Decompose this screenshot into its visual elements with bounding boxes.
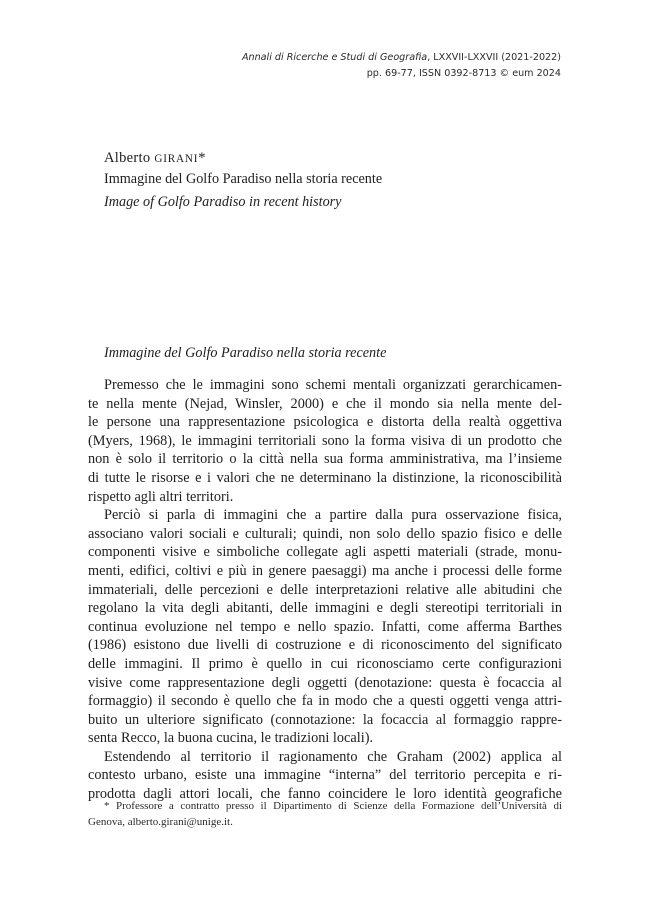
body-line: prodotta dagli attori locali, che fanno coincidere le loro identità geografiche <box>88 786 562 803</box>
body-text <box>88 376 562 804</box>
body-line: componenti visive e simboliche collegate agli aspetti materiali (strade, monu- <box>88 544 562 561</box>
article-title-italian: Immagine del Golfo Paradiso nella storia recente <box>104 171 383 187</box>
author-name <box>104 150 206 167</box>
journal-header <box>242 50 561 82</box>
footnote <box>88 798 562 830</box>
body-line: associano valori sociali e culturali; quindi, non solo dello spazio fisico e delle <box>88 525 562 542</box>
body-line: te nella mente (Nejad, Winsler, 2000) e che il mondo sia nella mente del- <box>88 395 562 412</box>
body-line: Estendendo al territorio il ragionamento che Graham (2002) applica al <box>104 748 562 765</box>
author-footnote-mark: * <box>198 150 206 166</box>
body-line: continua evoluzione nel tempo e nello spazio. Infatti, come afferma Barthes <box>88 618 562 635</box>
body-line: visive come rappresentazione degli oggetti (denotazione: questa è focaccia al <box>88 674 562 691</box>
body-line: (Myers, 1968), le immagini territoriali sono la forma visiva di un prodotto che <box>88 432 562 449</box>
body-line: immateriali, delle percezioni e delle interpretazioni relative alle abitudini che <box>88 581 562 598</box>
body-line: formaggio) il secondo è quello che fa in modo che a questi oggetti venga attri- <box>88 693 562 710</box>
body-line: le persone una rappresentazione psicologica e distorta della realtà oggettiva <box>88 414 562 431</box>
journal-name: Annali di Ricerche e Studi di Geografia <box>241 52 428 63</box>
body-line: rispetto agli altri territori. <box>88 488 234 505</box>
article-title-english: Image of Golfo Paradiso in recent history <box>104 194 342 210</box>
body-line: di tutte le risorse e i valori che ne determinano la distinzione, la riconoscibilità <box>88 469 562 486</box>
body-line: Premesso che le immagini sono schemi mentali organizzati gerarchicamen- <box>104 377 562 393</box>
footnote-line: * Professore a contratto presso il Dipartimento di Scienze della Formazione dell’Università di <box>104 800 562 812</box>
author-last-name: GIRANI <box>154 153 199 165</box>
body-line: regolano la vita degli abitanti, delle immagini e degli stereotipi territoriali in <box>88 600 562 617</box>
footnote-line: Genova, alberto.girani@unige.it. <box>88 816 233 828</box>
body-line: senta Recco, la buona cucina, le tradizioni locali). <box>88 730 374 747</box>
body-line: delle immagini. Il primo è quello in cui riconosciamo certe configurazioni <box>88 655 562 672</box>
body-line: non è solo il territorio o la città nella sua forma amministrativa, ma l’insieme <box>88 451 562 468</box>
author-first-name: Alberto <box>104 150 151 166</box>
body-line: (1986) esistono due livelli di costruzione e di riconoscimento del significato <box>88 637 562 654</box>
section-heading: Immagine del Golfo Paradiso nella storia recente <box>104 345 387 361</box>
body-line: Perciò si parla di immagini che a partire dalla pura osservazione fisica, <box>104 507 562 524</box>
body-line: buito un ulteriore significato (connotazione: la focaccia al formaggio rappre- <box>88 711 562 728</box>
journal-volume: , LXXVII-LXXVII (2021-2022) <box>427 52 561 63</box>
journal-pages-issn: pp. 69-77, ISSN 0392-8713 © eum 2024 <box>366 68 561 79</box>
body-line: contesto urbano, esiste una immagine “interna” del territorio percepita e ri- <box>88 767 562 784</box>
body-line: menti, edifici, coltivi e più in genere paesaggi) ma anche i processi delle forme <box>88 562 562 579</box>
journal-citation-line <box>242 50 561 66</box>
